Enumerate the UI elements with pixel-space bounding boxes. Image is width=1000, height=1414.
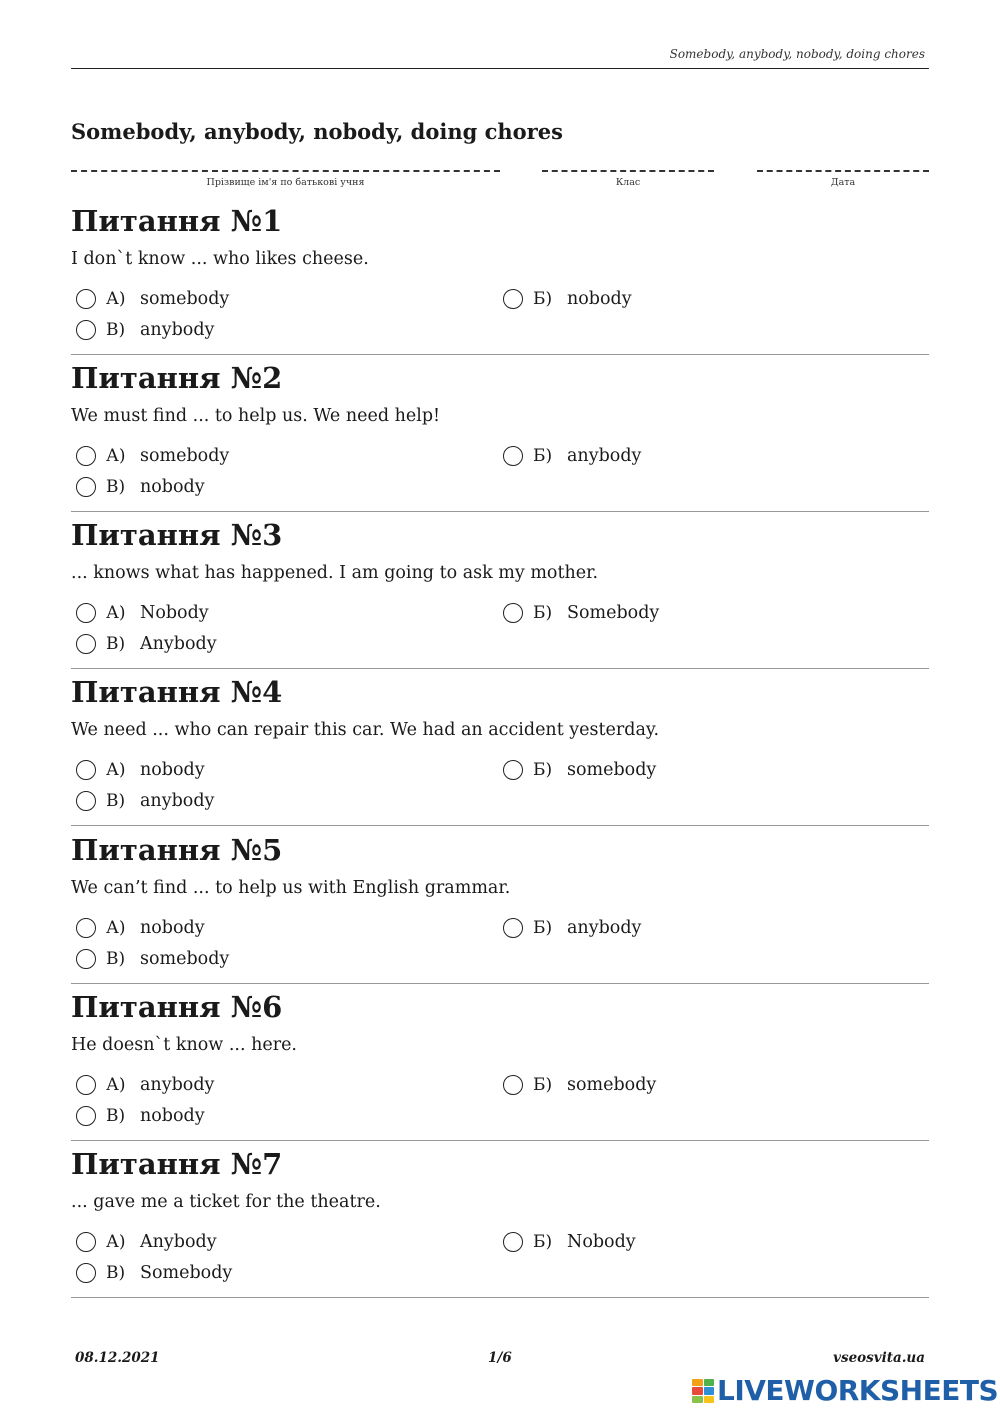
radio-button[interactable]: [503, 1232, 523, 1252]
option-a[interactable]: [71, 443, 229, 469]
option-c[interactable]: [71, 946, 229, 972]
radio-button[interactable]: [76, 1075, 96, 1095]
option-letter: В): [106, 1263, 126, 1283]
question-text: ... gave me a ticket for the theatre.: [71, 1192, 381, 1212]
option-letter: В): [106, 1106, 126, 1126]
logo-cell: [692, 1379, 703, 1386]
question-text: He doesn`t know ... here.: [71, 1035, 297, 1055]
option-a[interactable]: [71, 915, 205, 941]
liveworksheets-logo: [692, 1374, 998, 1408]
question-text: We can’t find ... to help us with English grammar.: [71, 878, 511, 898]
radio-button[interactable]: [76, 791, 96, 811]
question-text: We must find ... to help us. We need help!: [71, 406, 441, 426]
option-b[interactable]: [498, 1072, 656, 1098]
option-letter: А): [106, 289, 126, 309]
radio-button[interactable]: [76, 446, 96, 466]
question-divider: [71, 983, 929, 984]
option-b[interactable]: [498, 1229, 636, 1255]
option-c[interactable]: [71, 631, 217, 657]
student-name-field[interactable]: [71, 163, 500, 193]
radio-button[interactable]: [76, 1232, 96, 1252]
option-letter: Б): [533, 289, 553, 309]
question-heading: Питання №4: [71, 675, 283, 709]
option-text: Anybody: [140, 634, 217, 654]
radio-button[interactable]: [76, 760, 96, 780]
date-fill-line: [757, 170, 929, 172]
option-letter: А): [106, 446, 126, 466]
logo-cell: [704, 1379, 715, 1386]
class-caption: Клас: [615, 177, 641, 188]
question-6: [71, 990, 929, 1147]
option-text: anybody: [140, 1075, 215, 1095]
footer-site: vseosvita.ua: [833, 1350, 925, 1366]
radio-button[interactable]: [76, 1263, 96, 1283]
logo-cell: [692, 1396, 703, 1403]
option-c[interactable]: [71, 317, 214, 343]
option-text: anybody: [567, 918, 642, 938]
question-divider: [71, 511, 929, 512]
option-letter: Б): [533, 603, 553, 623]
footer-date: 08.12.2021: [75, 1350, 160, 1366]
running-title: Somebody, anybody, nobody, doing chores: [669, 47, 925, 61]
option-letter: Б): [533, 446, 553, 466]
radio-button[interactable]: [76, 1106, 96, 1126]
option-letter: В): [106, 320, 126, 340]
question-heading: Питання №7: [71, 1147, 283, 1181]
question-heading: Питання №6: [71, 990, 283, 1024]
option-text: nobody: [140, 918, 205, 938]
option-letter: Б): [533, 1075, 553, 1095]
radio-button[interactable]: [76, 949, 96, 969]
option-letter: А): [106, 918, 126, 938]
option-c[interactable]: [71, 474, 205, 500]
option-text: somebody: [567, 1075, 657, 1095]
question-divider: [71, 354, 929, 355]
option-text: Somebody: [567, 603, 660, 623]
option-b[interactable]: [498, 286, 632, 312]
question-5: [71, 833, 929, 990]
option-letter: А): [106, 603, 126, 623]
page-header: [71, 44, 929, 69]
option-c[interactable]: [71, 1260, 232, 1286]
radio-button[interactable]: [76, 634, 96, 654]
option-text: somebody: [140, 446, 230, 466]
radio-button[interactable]: [76, 320, 96, 340]
option-b[interactable]: [498, 757, 656, 783]
question-3: [71, 518, 929, 675]
question-divider: [71, 1140, 929, 1141]
option-letter: Б): [533, 918, 553, 938]
option-text: Nobody: [140, 603, 209, 623]
question-divider: [71, 668, 929, 669]
question-4: [71, 675, 929, 832]
option-a[interactable]: [71, 286, 229, 312]
option-b[interactable]: [498, 600, 659, 626]
logo-grid-icon: [692, 1379, 714, 1403]
option-text: nobody: [140, 760, 205, 780]
name-fill-line: [71, 170, 500, 172]
option-text: nobody: [567, 289, 632, 309]
option-letter: А): [106, 1075, 126, 1095]
date-caption: Дата: [830, 177, 856, 188]
radio-button[interactable]: [503, 1075, 523, 1095]
radio-button[interactable]: [503, 289, 523, 309]
option-text: Somebody: [140, 1263, 233, 1283]
option-a[interactable]: [71, 1072, 214, 1098]
student-name-caption: Прізвище ім'я по батькові учня: [206, 177, 365, 188]
question-7: [71, 1147, 929, 1304]
radio-button[interactable]: [503, 918, 523, 938]
option-letter: В): [106, 949, 126, 969]
logo-cell: [692, 1387, 703, 1394]
option-text: somebody: [140, 949, 230, 969]
option-letter: Б): [533, 1232, 553, 1252]
option-a[interactable]: [71, 757, 205, 783]
option-text: anybody: [140, 791, 215, 811]
radio-button[interactable]: [503, 760, 523, 780]
question-heading: Питання №5: [71, 833, 283, 867]
radio-button[interactable]: [503, 603, 523, 623]
question-heading: Питання №2: [71, 361, 283, 395]
question-heading: Питання №3: [71, 518, 283, 552]
option-text: somebody: [140, 289, 230, 309]
radio-button[interactable]: [76, 603, 96, 623]
page-footer: [75, 1350, 925, 1370]
option-b[interactable]: [498, 915, 641, 941]
question-divider: [71, 825, 929, 826]
page-number: 1/6: [488, 1350, 512, 1366]
option-text: somebody: [567, 760, 657, 780]
option-b[interactable]: [498, 443, 641, 469]
option-text: nobody: [140, 1106, 205, 1126]
option-letter: Б): [533, 760, 553, 780]
option-c[interactable]: [71, 1103, 205, 1129]
question-text: ... knows what has happened. I am going to ask my mother.: [71, 563, 599, 583]
logo-cell: [704, 1396, 715, 1403]
radio-button[interactable]: [76, 289, 96, 309]
question-heading: Питання №1: [71, 204, 283, 238]
class-field[interactable]: [542, 163, 714, 193]
option-text: anybody: [567, 446, 642, 466]
question-1: [71, 204, 929, 361]
date-field[interactable]: [757, 163, 929, 193]
option-text: nobody: [140, 477, 205, 497]
logo-cell: [704, 1387, 715, 1394]
option-text: Anybody: [140, 1232, 217, 1252]
class-fill-line: [542, 170, 714, 172]
option-letter: В): [106, 791, 126, 811]
option-a[interactable]: [71, 600, 209, 626]
option-text: anybody: [140, 320, 215, 340]
option-a[interactable]: [71, 1229, 217, 1255]
question-text: I don`t know ... who likes cheese.: [71, 249, 369, 269]
question-divider: [71, 1297, 929, 1298]
document-title: Somebody, anybody, nobody, doing chores: [71, 119, 563, 144]
logo-wordmark: LIVEWORKSHEETS: [717, 1374, 999, 1407]
option-letter: В): [106, 634, 126, 654]
option-letter: А): [106, 1232, 126, 1252]
radio-button[interactable]: [76, 477, 96, 497]
option-c[interactable]: [71, 788, 214, 814]
radio-button[interactable]: [503, 446, 523, 466]
question-2: [71, 361, 929, 518]
option-letter: А): [106, 760, 126, 780]
question-text: We need ... who can repair this car. We had an accident yesterday.: [71, 720, 660, 740]
option-text: Nobody: [567, 1232, 636, 1252]
radio-button[interactable]: [76, 918, 96, 938]
option-letter: В): [106, 477, 126, 497]
